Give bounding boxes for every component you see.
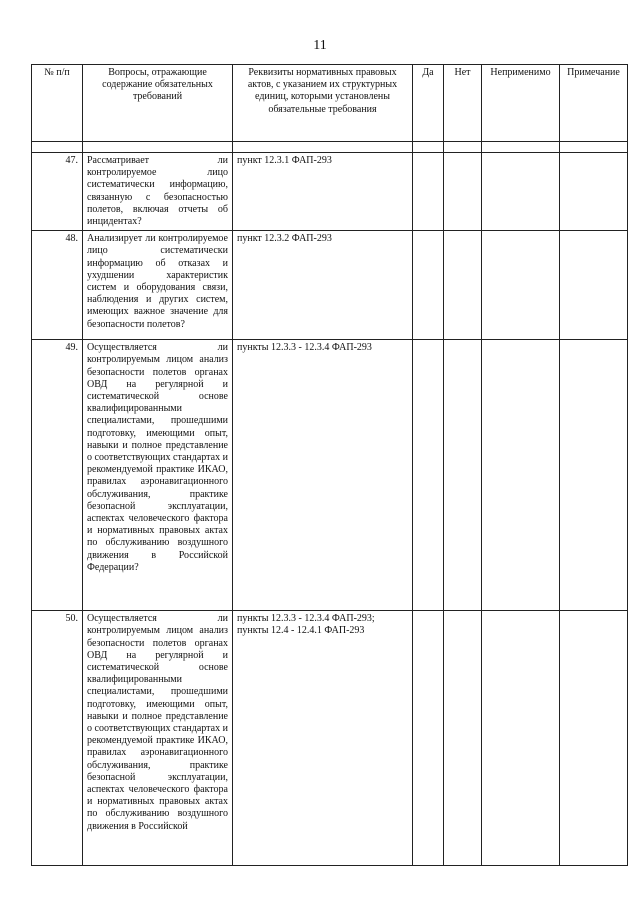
requisites-cell: [233, 340, 413, 611]
row-number: 50.: [32, 611, 83, 866]
no-cell[interactable]: [444, 340, 482, 611]
not-applicable-cell[interactable]: [482, 611, 560, 866]
not-applicable-cell[interactable]: [482, 340, 560, 611]
question-cell: Осуществляется ли контролируемым лицом анализ безопасности полетов органах ОВД на регулярной и систематической основе квалифицированными специалистами, прошедшими подготовку, имеющими опыт, навыки и полное представление о соответствующих стандартах и рекомендуемой практике ИКАО, правилах аэронавигационного обслуживания, практике безопасной эксплуатации, аспектах человеческого фактора и нормативных правовых актах по обслуживанию воздушного движения в Российской: [83, 611, 233, 866]
gap-cell: [32, 142, 83, 153]
yes-cell[interactable]: [413, 231, 444, 340]
no-cell[interactable]: [444, 611, 482, 866]
requisite-line: пункт 12.3.1 ФАП-293: [237, 155, 332, 166]
requisites-cell: [233, 611, 413, 866]
page-number: 11: [313, 38, 327, 53]
not-applicable-cell[interactable]: [482, 231, 560, 340]
yes-cell[interactable]: [413, 340, 444, 611]
requisite-line: пункты 12.4 - 12.4.1 ФАП-293: [237, 625, 365, 637]
note-cell[interactable]: [560, 153, 628, 231]
gap-cell: [560, 142, 628, 153]
gap-cell: [444, 142, 482, 153]
header-not-applicable: Неприменимо: [482, 65, 560, 142]
question-cell: Осуществляется ли контролируемым лицом анализ безопасности полетов органах ОВД на регулярной и систематической основе квалифицированными специалистами, прошедшими подготовку, имеющими опыт, навыки и полное представление о соответствующих стандартах и рекомендуемой практике ИКАО, правилах аэронавигационного обслуживания, практике безопасной эксплуатации, аспектах человеческого фактора и нормативных правовых актах по обслуживанию воздушного движения в Российской Федерации?: [83, 340, 233, 611]
header-requisites: Реквизиты нормативных правовых актов, с указанием их структурных единиц, которыми установлены обязательные требования: [233, 65, 413, 142]
checklist-table: [31, 64, 628, 866]
header-row: [32, 65, 628, 142]
table-row: [32, 611, 628, 866]
header-no: Нет: [444, 65, 482, 142]
question-cell: Анализирует ли контролируемое лицо систематически информацию об отказах и ухудшении характеристик систем и оборудования связи, наблюдения и других систем, имеющих важное значение для безопасности полетов?: [83, 231, 233, 340]
note-cell[interactable]: [560, 611, 628, 866]
requisite-line: пункты 12.3.3 - 12.3.4 ФАП-293;: [237, 613, 375, 625]
gap-cell: [413, 142, 444, 153]
gap-cell: [482, 142, 560, 153]
row-number: 48.: [32, 231, 83, 340]
yes-cell[interactable]: [413, 153, 444, 231]
row-number: 47.: [32, 153, 83, 231]
row-number: 49.: [32, 340, 83, 611]
requisite-line: пункт 12.3.2 ФАП-293: [237, 233, 332, 245]
requisite-line: пункты 12.3.3 - 12.3.4 ФАП-293: [237, 342, 372, 354]
gap-cell: [83, 142, 233, 153]
note-cell[interactable]: [560, 231, 628, 340]
table-row: [32, 153, 628, 231]
header-num: № п/п: [32, 65, 83, 142]
requisites-cell: [233, 153, 413, 231]
header-gap-row: [32, 142, 628, 153]
note-cell[interactable]: [560, 340, 628, 611]
question-cell: Рассматривает ли контролируемое лицо систематически информацию, связанную с безопасностью полетов, включая отчеты об инцидентах?: [83, 153, 233, 231]
gap-cell: [233, 142, 413, 153]
header-question: Вопросы, отражающие содержание обязательных требований: [83, 65, 233, 142]
requisites-cell: [233, 231, 413, 340]
header-yes: Да: [413, 65, 444, 142]
yes-cell[interactable]: [413, 611, 444, 866]
no-cell[interactable]: [444, 231, 482, 340]
no-cell[interactable]: [444, 153, 482, 231]
header-note: Примечание: [560, 65, 628, 142]
table-row: [32, 231, 628, 340]
not-applicable-cell[interactable]: [482, 153, 560, 231]
table-row: [32, 340, 628, 611]
